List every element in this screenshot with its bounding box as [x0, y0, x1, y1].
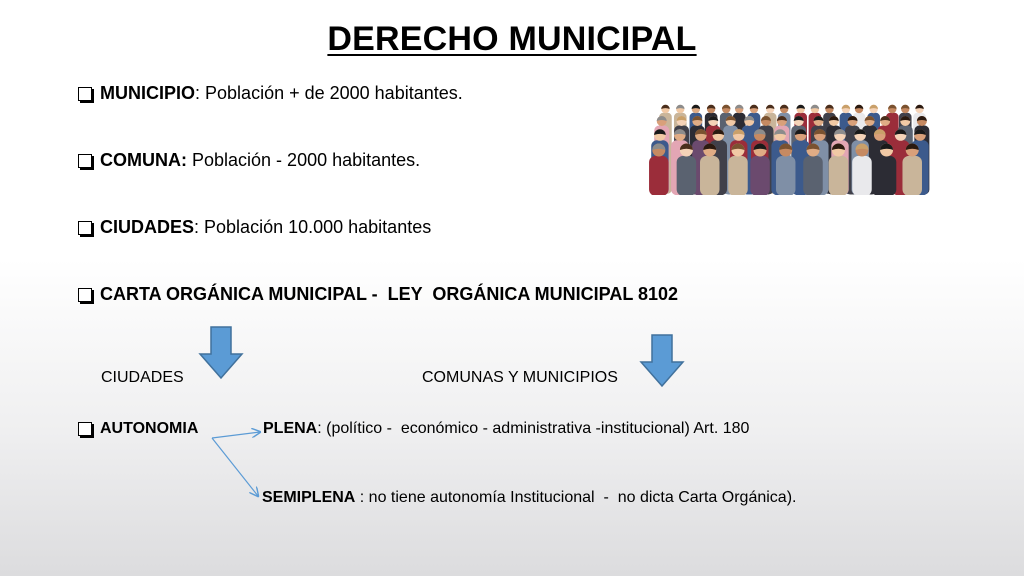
bullet-municipio: MUNICIPIO : Población + de 2000 habitantes.: [78, 83, 463, 104]
bullet-ciudades: CIUDADES : Población 10.000 habitantes: [78, 217, 431, 238]
checkbox-bullet-icon: [78, 288, 92, 302]
crowd-of-people-photo: [640, 95, 940, 195]
bullet-comuna: COMUNA: Población - 2000 habitantes.: [78, 150, 420, 171]
label-comunas-municipios: COMUNAS Y MUNICIPIOS: [422, 369, 618, 386]
slide-title: DERECHO MUNICIPAL: [327, 20, 697, 58]
checkbox-bullet-icon: [78, 422, 92, 436]
checkbox-bullet-icon: [78, 87, 92, 101]
plena-line: PLENA: (político - económico - administrativa -institucional) Art. 180: [263, 420, 750, 437]
bullet-autonomia: AUTONOMIA: [78, 420, 198, 438]
down-arrow-icon: [198, 326, 244, 380]
down-arrow-icon: [639, 334, 685, 388]
checkbox-bullet-icon: [78, 154, 92, 168]
label-ciudades: CIUDADES: [101, 369, 184, 386]
checkbox-bullet-icon: [78, 221, 92, 235]
semiplena-line: SEMIPLENA : no tiene autonomía Institucional - no dicta Carta Orgánica).: [262, 489, 797, 506]
bullet-carta-organica: CARTA ORGÁNICA MUNICIPAL - LEY ORGÁNICA MUNICIPAL 8102: [78, 284, 678, 305]
